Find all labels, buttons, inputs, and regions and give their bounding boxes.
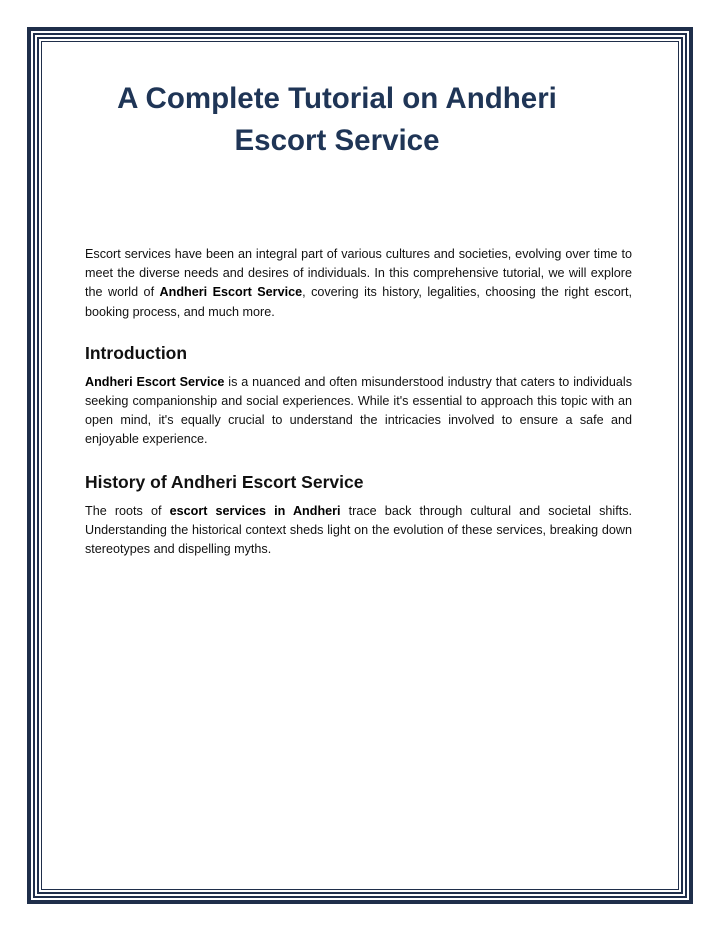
intro-paragraph	[85, 245, 632, 322]
intro-text-end: , covering its history, legalities, choosing the right escort, booking process, and much more.	[85, 285, 632, 319]
intro-bold-term: Andheri Escort Service	[159, 285, 303, 300]
section-heading-history: History of Andheri Escort Service	[85, 471, 364, 492]
history-text-start: The roots of	[85, 503, 170, 518]
history-text-end: trace back through cultural and societal shifts. Understanding the historical context sheds light on the evolution of these services, breaking down stereotypes and dispelling myths.	[85, 503, 632, 557]
history-bold-term: escort services in Andheri	[169, 503, 341, 518]
introduction-text: is a nuanced and often misunderstood industry that caters to individuals seeking companionship and social experiences. While it's essential to approach this topic with an open mind, it's equally crucial to understand the intricacies involved to ensure a safe and enjoyable experience.	[85, 374, 632, 447]
document-body	[85, 78, 632, 559]
section-heading-introduction: Introduction	[85, 342, 188, 363]
intro-text-start: Escort services have been an integral part of various cultures and societies, evolving over time to meet the diverse needs and desires of individuals. In this comprehensive tutorial, we will explore the world of	[85, 247, 632, 300]
document-title: A Complete Tutorial on Andheri Escort Service	[117, 82, 557, 157]
history-paragraph	[85, 502, 632, 560]
introduction-paragraph	[85, 373, 632, 450]
introduction-bold-lead: Andheri Escort Service	[85, 374, 225, 389]
